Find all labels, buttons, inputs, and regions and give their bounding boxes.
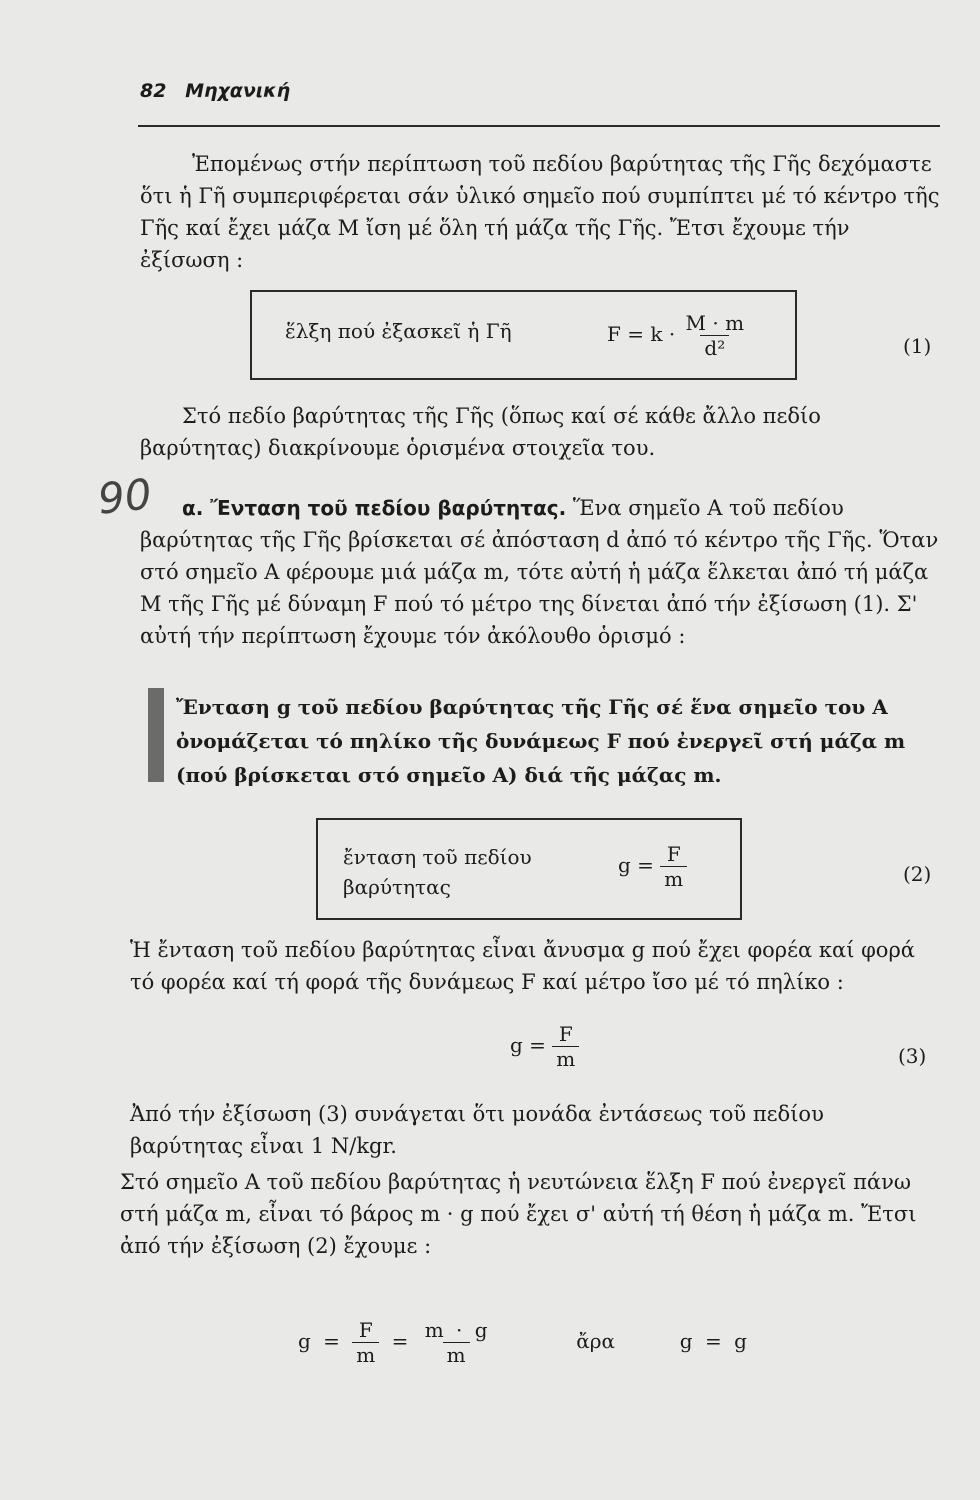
- running-title: Μηχανική: [185, 80, 291, 102]
- section-a-title: α. Ἔνταση τοῦ πεδίου βαρύτητας.: [182, 496, 567, 520]
- equation-3-denominator: m: [552, 1046, 579, 1071]
- equation-4-connector: ἄρα: [576, 1329, 616, 1353]
- equation-4-fraction-2: [421, 1318, 492, 1367]
- equation-2-numerator: F: [666, 842, 681, 866]
- equation-2-denominator: m: [660, 866, 687, 891]
- equation-4-frac2-num: m · g: [424, 1318, 488, 1342]
- equation-1-number: (1): [903, 334, 932, 358]
- equation-1-fraction: [682, 311, 749, 360]
- equation-4-equals: =: [391, 1329, 409, 1353]
- paragraph-1: Ἐπομένως στήν περίπτωση τοῦ πεδίου βαρύτητας τῆς Γῆς δεχόμαστε ὅτι ἡ Γῆ συμπεριφέρεται σάν ὑλικό σημεῖο πού συμπίπτει μέ τό κέντρο τῆς Γῆς καί ἔχει μάζα Μ ἴση μέ ὅλη τή μάζα τῆς Γῆς. Ἔτσι ἔχουμε τήν ἐξίσωση :: [140, 152, 940, 272]
- header-rule: [138, 125, 940, 127]
- equation-4-result: g = g: [679, 1329, 747, 1353]
- equation-2-lhs: g =: [618, 853, 654, 877]
- equation-2-fraction: [660, 842, 687, 891]
- definition-text: Ἔνταση g τοῦ πεδίου βαρύτητας τῆς Γῆς σέ ἕνα σημεῖο του Α ὀνομάζεται τό πηλίκο τῆς δυνάμεως F πού ἐνεργεῖ στή μάζα m (πού βρίσκεται στό σημεῖο Α) διά τῆς μάζας m.: [176, 695, 906, 787]
- equation-4: [298, 1318, 747, 1367]
- equation-1-numerator: M · m: [685, 311, 745, 335]
- handwritten-note: 90: [95, 469, 154, 524]
- equation-3-numerator: F: [558, 1022, 573, 1046]
- paragraph-2: Στό πεδίο βαρύτητας τῆς Γῆς (ὅπως καί σέ κάθε ἄλλο πεδίο βαρύτητας) διακρίνουμε ὁρισμένα στοιχεῖα του.: [140, 404, 821, 460]
- equation-4-frac1-num: F: [358, 1318, 373, 1342]
- equation-1-denominator: d²: [700, 335, 729, 360]
- paragraph-6: Στό σημεῖο Α τοῦ πεδίου βαρύτητας ἡ νευτώνεια ἕλξη F πού ἐνεργεῖ πάνω στή μάζα m, εἶναι τό βάρος m · g πού ἔχει σ' αὐτή τή θέση ἡ μάζα m. Ἔτσι ἀπό τήν ἐξίσωση (2) ἔχουμε :: [120, 1170, 917, 1258]
- equation-3-formula: [510, 1022, 579, 1071]
- equation-1-formula: [607, 311, 748, 360]
- equation-1-label: ἕλξη πού ἐξασκεῖ ἡ Γῆ: [285, 319, 512, 343]
- section-a: [140, 492, 940, 652]
- equation-3-number: (3): [898, 1044, 927, 1068]
- equation-4-lhs: g =: [298, 1329, 340, 1353]
- equation-3-fraction: [552, 1022, 579, 1071]
- paragraph-4: Ἡ ἔνταση τοῦ πεδίου βαρύτητας εἶναι ἄνυσμα g πού ἔχει φορέα καί φορά τό φορέα καί τή φορά τῆς δυνάμεως F καί μέτρο ἴσο μέ τό πηλίκο :: [130, 938, 915, 994]
- equation-4-frac1-den: m: [352, 1342, 379, 1367]
- paragraph-5: Ἀπό τήν ἐξίσωση (3) συνάγεται ὅτι μονάδα ἐντάσεως τοῦ πεδίου βαρύτητας εἶναι 1 N/kgr.: [130, 1102, 824, 1158]
- equation-4-frac2-den: m: [443, 1342, 470, 1367]
- equation-4-fraction-1: [352, 1318, 379, 1367]
- definition-margin-bar: [148, 688, 164, 782]
- equation-2-label-line1: ἔνταση τοῦ πεδίου: [343, 845, 532, 869]
- equation-2-number: (2): [903, 862, 932, 886]
- equation-1-lhs: F = k ·: [607, 322, 676, 346]
- equation-3-lhs: g =: [510, 1033, 546, 1057]
- equation-2-label: [343, 842, 532, 902]
- equation-2-label-line2: βαρύτητας: [343, 875, 451, 899]
- page-number: 82: [140, 80, 167, 102]
- page-header: [140, 80, 290, 102]
- equation-2-formula: [618, 842, 687, 891]
- section-a-text: Ἕνα σημεῖο Α τοῦ πεδίου βαρύτητας τῆς Γῆς βρίσκεται σέ ἀπόσταση d ἀπό τό κέντρο τῆς Γῆς. Ὅταν στό σημεῖο Α φέρουμε μιά μάζα m, τότε αὐτή ἡ μάζα ἕλκεται ἀπό τή μάζα Μ τῆς Γῆς μέ δύναμη F πού τό μέτρο της δίνεται ἀπό τήν ἐξίσωση (1). Σ' αὐτή τήν περίπτωση ἔχουμε τόν ἀκόλουθο ὁρισμό :: [140, 496, 939, 648]
